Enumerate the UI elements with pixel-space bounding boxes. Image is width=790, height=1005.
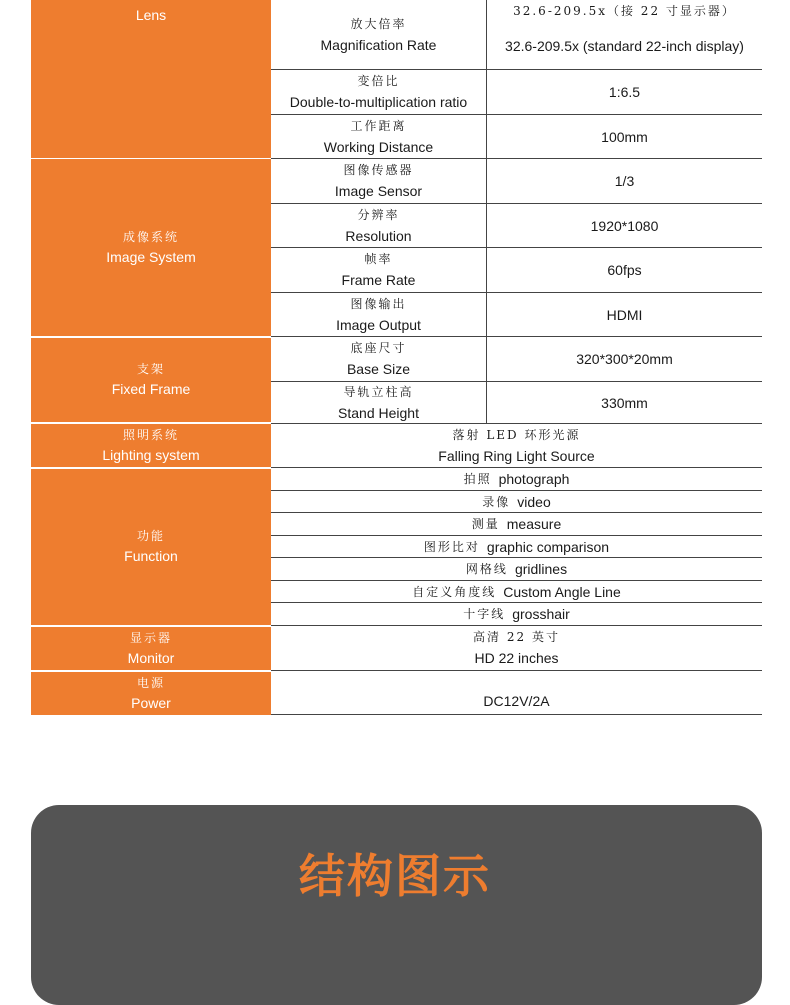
label-image-output — [271, 293, 487, 337]
function-item-zh: 十字线 — [463, 607, 506, 621]
label-working-distance-zh: 工作距离 — [350, 118, 407, 133]
label-stand-height-en: Stand Height — [338, 404, 419, 421]
function-item-en: grosshair — [512, 606, 570, 622]
function-item-en: video — [517, 493, 551, 510]
function-item-en: photograph — [498, 471, 570, 487]
category-function-zh: 功能 — [136, 529, 165, 543]
category-lighting-en: Lighting system — [102, 446, 200, 463]
value-working-distance: 100mm — [487, 115, 762, 159]
label-zoom-ratio-zh: 变倍比 — [357, 74, 400, 88]
label-image-output-zh: 图像输出 — [350, 296, 407, 311]
value-lighting-zh: 落射 LED 环形光源 — [452, 427, 581, 442]
label-stand-height — [271, 382, 487, 424]
label-resolution-en: Resolution — [345, 227, 412, 244]
category-lens-en: Lens — [135, 7, 167, 23]
function-item-zh: 网格线 — [465, 562, 508, 576]
value-power — [271, 671, 762, 715]
label-frame-rate — [271, 248, 487, 293]
value-image-sensor: 1/3 — [487, 159, 762, 204]
label-base-size — [271, 337, 487, 382]
category-monitor-en: Monitor — [127, 649, 175, 666]
function-item — [271, 603, 762, 626]
function-item-zh: 图形比对 — [423, 539, 480, 554]
category-image-system — [31, 158, 271, 336]
label-working-distance — [271, 115, 487, 159]
label-working-distance-en: Working Distance — [323, 138, 434, 155]
category-fixed-frame-zh: 支架 — [136, 362, 165, 376]
label-frame-rate-en: Frame Rate — [341, 272, 416, 288]
value-lighting-en: Falling Ring Light Source — [438, 447, 595, 464]
function-item — [271, 581, 762, 603]
value-power-text: DC12V/2A — [483, 693, 550, 709]
category-image-system-en: Image System — [106, 248, 196, 265]
category-monitor-zh: 显示器 — [129, 630, 172, 645]
value-stand-height: 330mm — [487, 382, 762, 424]
value-frame-rate: 60fps — [487, 248, 762, 293]
value-monitor-zh: 高清 22 英寸 — [473, 630, 560, 644]
label-zoom-ratio — [271, 70, 487, 115]
function-item-zh: 录像 — [482, 494, 511, 509]
function-item-en: Custom Angle Line — [503, 583, 621, 600]
label-resolution — [271, 204, 487, 248]
label-image-sensor-zh: 图像传感器 — [343, 163, 414, 177]
category-lighting-zh: 照明系统 — [122, 427, 179, 442]
label-image-sensor-en: Image Sensor — [334, 183, 423, 199]
category-power-zh: 电源 — [136, 675, 165, 690]
function-item — [271, 513, 762, 536]
function-item-en: gridlines — [514, 561, 568, 577]
function-item — [271, 536, 762, 558]
function-item-zh: 测量 — [471, 517, 500, 531]
value-magnification-en: 32.6-209.5x (standard 22-inch display) — [505, 37, 744, 54]
category-lighting — [31, 423, 271, 467]
category-lens — [31, 0, 271, 158]
function-item-en: graphic comparison — [486, 538, 610, 555]
label-magnification — [271, 0, 487, 70]
value-magnification-zh: 32.6-209.5x（接 22 寸显示器） — [513, 3, 736, 18]
structure-section-title: 结构图示 — [299, 849, 491, 903]
category-image-system-zh: 成像系统 — [122, 229, 179, 244]
function-item — [271, 491, 762, 513]
label-zoom-ratio-en: Double-to-multiplication ratio — [289, 94, 468, 110]
label-base-size-en: Base Size — [346, 361, 411, 377]
label-image-output-en: Image Output — [336, 316, 421, 333]
label-magnification-zh: 放大倍率 — [350, 16, 407, 31]
function-item — [271, 468, 762, 491]
label-base-size-zh: 底座尺寸 — [350, 341, 407, 355]
function-item-zh: 拍照 — [463, 472, 492, 486]
value-lighting — [271, 424, 762, 468]
label-resolution-zh: 分辨率 — [357, 207, 400, 222]
value-image-output: HDMI — [487, 293, 762, 337]
function-item-zh: 自定义角度线 — [412, 584, 497, 599]
category-function-en: Function — [124, 548, 178, 564]
category-fixed-frame — [31, 337, 271, 422]
value-magnification — [487, 0, 762, 70]
label-image-sensor — [271, 159, 487, 204]
function-item-en: measure — [506, 516, 562, 532]
label-frame-rate-zh: 帧率 — [364, 252, 393, 266]
label-stand-height-zh: 导轨立柱高 — [343, 384, 414, 399]
function-item — [271, 558, 762, 581]
category-power — [31, 671, 271, 715]
value-monitor-en: HD 22 inches — [474, 650, 559, 666]
label-magnification-en: Magnification Rate — [320, 36, 437, 53]
category-function — [31, 468, 271, 625]
value-resolution: 1920*1080 — [487, 204, 762, 248]
category-fixed-frame-en: Fixed Frame — [111, 381, 191, 397]
value-zoom-ratio: 1:6.5 — [487, 70, 762, 115]
category-monitor — [31, 626, 271, 670]
category-power-en: Power — [131, 694, 171, 711]
value-base-size: 320*300*20mm — [487, 337, 762, 382]
value-monitor — [271, 626, 762, 671]
